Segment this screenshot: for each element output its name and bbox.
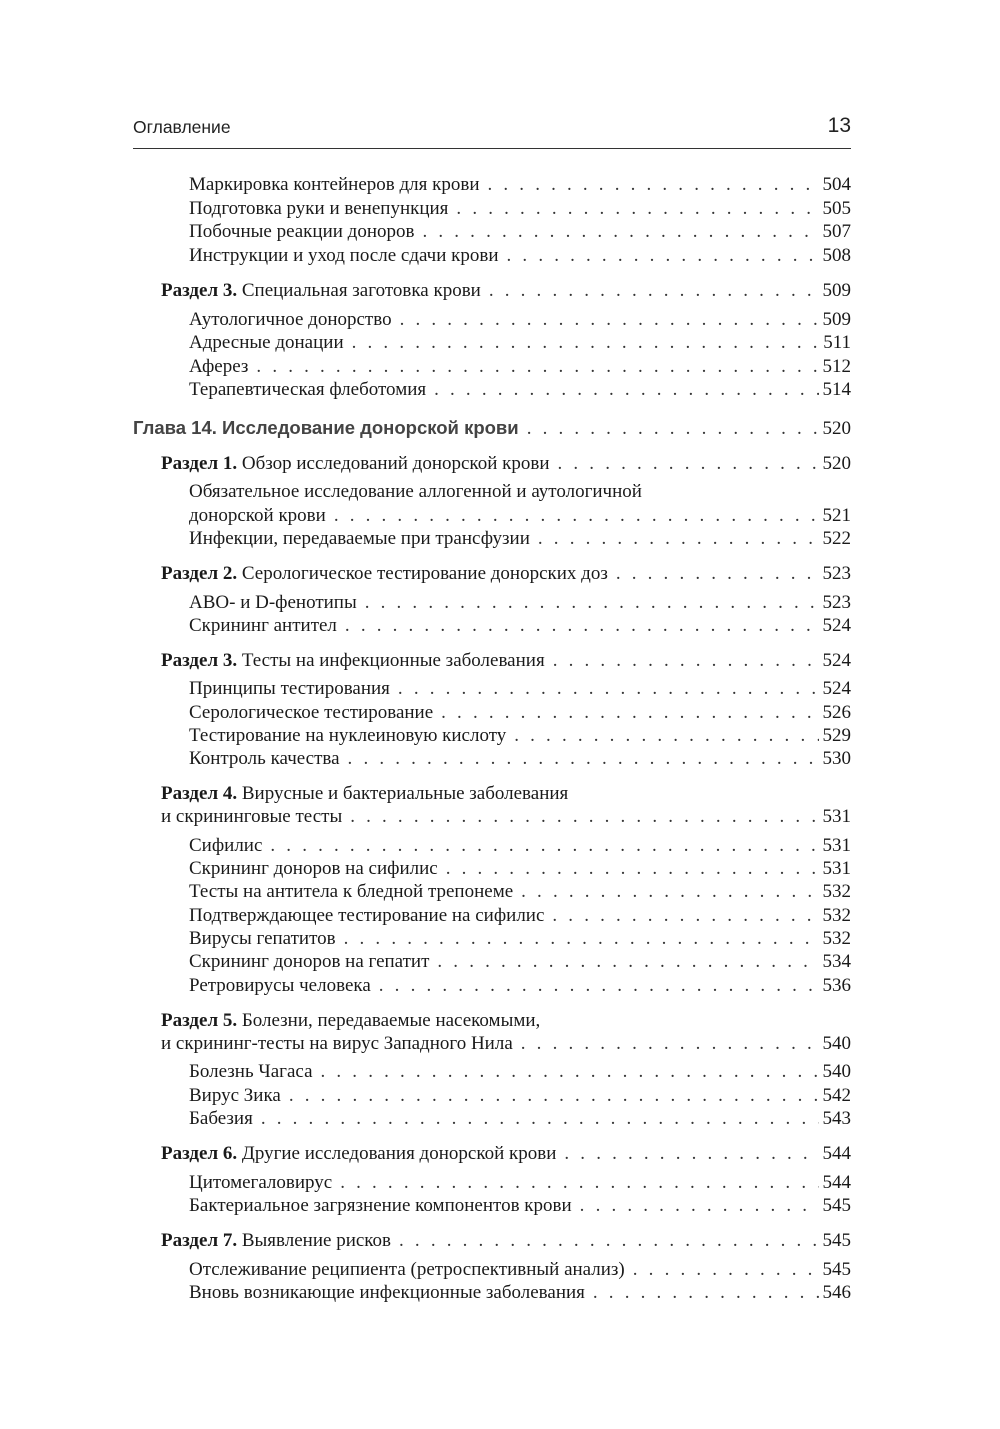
toc-section: и скрининг-тесты на вирус Западного Нила . . . 540 [161, 1032, 851, 1055]
toc-entry: Скрининг доноров на гепатит . . . 534 [189, 950, 851, 973]
toc-entry: Подтверждающее тестирование на сифилис . . . 532 [189, 904, 851, 927]
page-number: 13 [827, 114, 851, 137]
toc-section-line: Раздел 4. Вирусные и бактериальные заболевания [161, 783, 569, 804]
toc-entry: Вновь возникающие инфекционные заболевания . . . 546 [189, 1281, 851, 1304]
toc-section: Раздел 1. Обзор исследований донорской крови . . . 520 [161, 452, 851, 475]
toc-entry: ABO- и D-фенотипы . . . 523 [189, 591, 851, 614]
toc-section-line: Раздел 5. Болезни, передаваемые насекомыми, [161, 1010, 541, 1031]
toc-entry: Инструкции и уход после сдачи крови . . . 508 [189, 244, 851, 267]
toc-entry: Болезнь Чагаса . . . 540 [189, 1060, 851, 1083]
toc-entry: Цитомегаловирус . . . 544 [189, 1171, 851, 1194]
toc-entry: Тесты на антитела к бледной трепонеме . . . 532 [189, 880, 851, 903]
toc-chapter: Глава 14. Исследование донорской крови . . . 520 [133, 416, 851, 440]
toc-entry: Маркировка контейнеров для крови . . . 504 [189, 173, 851, 196]
toc-section: Раздел 2. Серологическое тестирование донорских доз . . . 523 [161, 562, 851, 585]
toc-entry: Отслеживание реципиента (ретроспективный анализ) . . . 545 [189, 1258, 851, 1281]
toc-section: Раздел 7. Выявление рисков . . . 545 [161, 1229, 851, 1252]
toc-section: и скрининговые тесты . . . 531 [161, 805, 851, 828]
toc-entry: Ретровирусы человека . . . 536 [189, 974, 851, 997]
toc-entry: Скрининг антител . . . 524 [189, 614, 851, 637]
toc-entry: Аферез . . . 512 [189, 355, 851, 378]
page-header [133, 112, 851, 149]
toc-entry: Адресные донации . . . 511 [189, 331, 851, 354]
toc-entry: Инфекции, передаваемые при трансфузии . . . 522 [189, 527, 851, 550]
toc-entry: Терапевтическая флеботомия . . . 514 [189, 378, 851, 401]
toc-entry: Вирус Зика . . . 542 [189, 1084, 851, 1107]
toc-entry: Скрининг доноров на сифилис . . . 531 [189, 857, 851, 880]
toc-entry: Серологическое тестирование . . . 526 [189, 701, 851, 724]
toc-entry: Тестирование на нуклеиновую кислоту . . . 529 [189, 724, 851, 747]
toc-entry: донорской крови . . . 521 [189, 504, 851, 527]
toc-entry-line: Обязательное исследование аллогенной и аутологичной [189, 481, 642, 502]
header-title: Оглавление [133, 117, 231, 137]
toc-entry: Подготовка руки и венепункция . . . 505 [189, 197, 851, 220]
toc-entry: Побочные реакции доноров . . . 507 [189, 220, 851, 243]
toc-entry: Бактериальное загрязнение компонентов крови . . . 545 [189, 1194, 851, 1217]
toc-section: Раздел 6. Другие исследования донорской крови . . . 544 [161, 1142, 851, 1165]
toc-entry: Вирусы гепатитов . . . 532 [189, 927, 851, 950]
toc-entry: Бабезия . . . 543 [189, 1107, 851, 1130]
toc-entry: Принципы тестирования . . . 524 [189, 677, 851, 700]
toc-entry: Аутологичное донорство . . . 509 [189, 308, 851, 331]
toc-section: Раздел 3. Специальная заготовка крови . . . 509 [161, 279, 851, 302]
toc-entry: Контроль качества . . . 530 [189, 747, 851, 770]
toc-entry: Сифилис . . . 531 [189, 834, 851, 857]
toc-section: Раздел 3. Тесты на инфекционные заболевания . . . 524 [161, 649, 851, 672]
